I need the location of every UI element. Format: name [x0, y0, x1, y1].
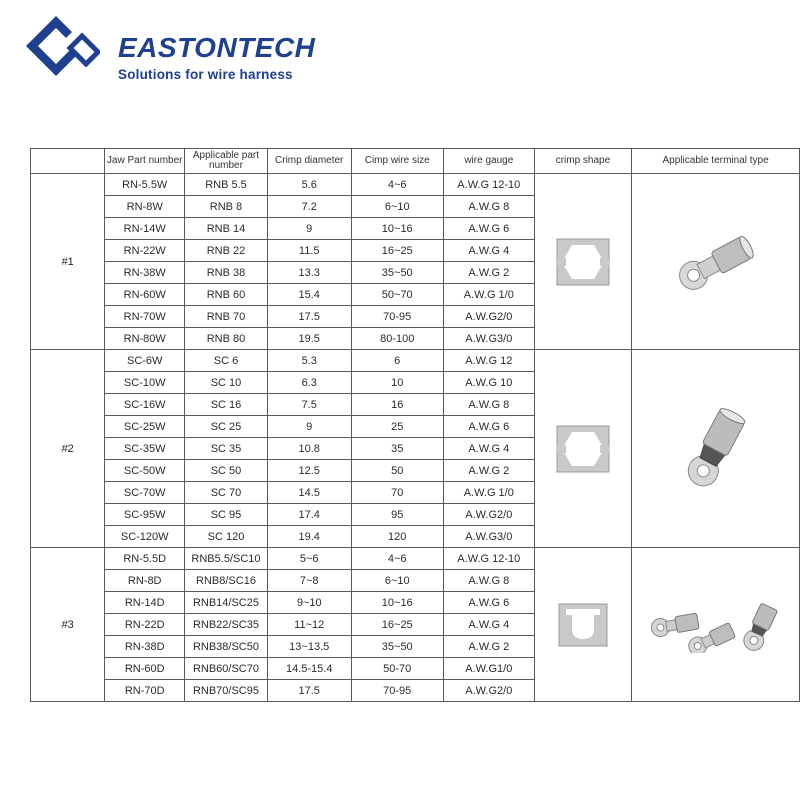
cell-wire-size: 6~10 — [351, 196, 443, 218]
cell-wire-size: 50-70 — [351, 658, 443, 680]
cell-wire-size: 35~50 — [351, 262, 443, 284]
cell-jaw-part: RN-14W — [105, 218, 185, 240]
cell-wire-size: 120 — [351, 526, 443, 548]
cell-wire-size: 10~16 — [351, 218, 443, 240]
cell-applicable-part: RNB 80 — [185, 328, 268, 350]
cell-wire-gauge: A.W.G1/0 — [443, 658, 534, 680]
cell-wire-size: 70 — [351, 482, 443, 504]
cell-wire-gauge: A.W.G3/0 — [443, 328, 534, 350]
u-indent-crimp-icon — [558, 603, 608, 647]
cell-applicable-part: RNB60/SC70 — [185, 658, 268, 680]
table-row — [31, 548, 800, 570]
cell-jaw-part: RN-60D — [105, 658, 185, 680]
cell-wire-size: 4~6 — [351, 174, 443, 196]
cell-wire-size: 6~10 — [351, 570, 443, 592]
cell-crimp-diameter: 6.3 — [267, 372, 351, 394]
cell-crimp-diameter: 14.5-15.4 — [267, 658, 351, 680]
cell-crimp-diameter: 9 — [267, 218, 351, 240]
copper-tube-lug-icon — [671, 402, 761, 492]
cell-jaw-part: SC-25W — [105, 416, 185, 438]
cell-jaw-part: RN-8W — [105, 196, 185, 218]
cell-crimp-diameter: 17.5 — [267, 680, 351, 702]
header-row — [31, 149, 800, 174]
cell-wire-gauge: A.W.G 2 — [443, 460, 534, 482]
crimp-shape-cell — [534, 548, 632, 702]
cell-crimp-diameter: 17.4 — [267, 504, 351, 526]
crimp-shape-cell — [534, 174, 632, 350]
cell-crimp-diameter: 7~8 — [267, 570, 351, 592]
cell-wire-size: 16 — [351, 394, 443, 416]
cell-jaw-part: SC-50W — [105, 460, 185, 482]
cell-applicable-part: RNB38/SC50 — [185, 636, 268, 658]
cell-crimp-diameter: 11.5 — [267, 240, 351, 262]
group-header — [31, 149, 105, 174]
cell-wire-gauge: A.W.G 6 — [443, 592, 534, 614]
cell-applicable-part: SC 120 — [185, 526, 268, 548]
cell-wire-size: 10~16 — [351, 592, 443, 614]
cell-wire-gauge: A.W.G 4 — [443, 614, 534, 636]
group-label: #3 — [31, 548, 105, 702]
cell-applicable-part: RNB 5.5 — [185, 174, 268, 196]
cell-crimp-diameter: 9~10 — [267, 592, 351, 614]
group-label: #1 — [31, 174, 105, 350]
cell-wire-size: 16~25 — [351, 240, 443, 262]
cell-jaw-part: SC-95W — [105, 504, 185, 526]
header-crimp-shape: crimp shape — [534, 149, 632, 174]
cell-jaw-part: RN-38D — [105, 636, 185, 658]
cell-crimp-diameter: 14.5 — [267, 482, 351, 504]
cell-jaw-part: RN-14D — [105, 592, 185, 614]
cell-wire-gauge: A.W.G 6 — [443, 416, 534, 438]
cell-crimp-diameter: 7.5 — [267, 394, 351, 416]
cell-wire-size: 10 — [351, 372, 443, 394]
cell-jaw-part: RN-8D — [105, 570, 185, 592]
cell-wire-gauge: A.W.G 12-10 — [443, 174, 534, 196]
cell-wire-size: 80-100 — [351, 328, 443, 350]
cell-wire-gauge: A.W.G 8 — [443, 196, 534, 218]
cell-wire-gauge: A.W.G 12-10 — [443, 548, 534, 570]
cell-applicable-part: RNB 14 — [185, 218, 268, 240]
cell-crimp-diameter: 9 — [267, 416, 351, 438]
cell-wire-gauge: A.W.G2/0 — [443, 306, 534, 328]
cell-jaw-part: RN-22W — [105, 240, 185, 262]
cell-crimp-diameter: 5.6 — [267, 174, 351, 196]
hexagon-crimp-icon — [556, 425, 610, 473]
cell-jaw-part: SC-10W — [105, 372, 185, 394]
cell-crimp-diameter: 13~13.5 — [267, 636, 351, 658]
cell-wire-size: 50 — [351, 460, 443, 482]
terminal-type-cell — [632, 350, 800, 548]
cell-crimp-diameter: 5.3 — [267, 350, 351, 372]
brand-mark-icon — [22, 12, 100, 80]
cell-applicable-part: RNB22/SC35 — [185, 614, 268, 636]
cell-wire-size: 4~6 — [351, 548, 443, 570]
header-wire-gauge: wire gauge — [443, 149, 534, 174]
cell-wire-gauge: A.W.G 8 — [443, 570, 534, 592]
cell-wire-gauge: A.W.G 1/0 — [443, 482, 534, 504]
cell-jaw-part: RN-70W — [105, 306, 185, 328]
cell-jaw-part: RN-80W — [105, 328, 185, 350]
crimp-shape-cell — [534, 350, 632, 548]
cell-wire-size: 35~50 — [351, 636, 443, 658]
cell-wire-size: 16~25 — [351, 614, 443, 636]
cell-wire-gauge: A.W.G 8 — [443, 394, 534, 416]
cell-applicable-part: RNB 70 — [185, 306, 268, 328]
cell-applicable-part: SC 70 — [185, 482, 268, 504]
cell-wire-gauge: A.W.G 2 — [443, 262, 534, 284]
cell-jaw-part: RN-5.5W — [105, 174, 185, 196]
cell-crimp-diameter: 19.5 — [267, 328, 351, 350]
cell-wire-size: 25 — [351, 416, 443, 438]
table-row — [31, 350, 800, 372]
terminal-type-cell — [632, 548, 800, 702]
cell-crimp-diameter: 10.8 — [267, 438, 351, 460]
cell-applicable-part: RNB8/SC16 — [185, 570, 268, 592]
cell-jaw-part: SC-6W — [105, 350, 185, 372]
terminal-type-cell — [632, 174, 800, 350]
cell-applicable-part: RNB 60 — [185, 284, 268, 306]
cell-wire-gauge: A.W.G3/0 — [443, 526, 534, 548]
cell-applicable-part: SC 16 — [185, 394, 268, 416]
cell-wire-size: 70-95 — [351, 680, 443, 702]
cell-crimp-diameter: 12.5 — [267, 460, 351, 482]
cell-crimp-diameter: 7.2 — [267, 196, 351, 218]
cell-applicable-part: RNB14/SC25 — [185, 592, 268, 614]
cell-wire-gauge: A.W.G 6 — [443, 218, 534, 240]
cell-wire-size: 70-95 — [351, 306, 443, 328]
cell-crimp-diameter: 5~6 — [267, 548, 351, 570]
cell-wire-size: 35 — [351, 438, 443, 460]
cell-jaw-part: SC-16W — [105, 394, 185, 416]
header-wire-size: Cimp wire size — [351, 149, 443, 174]
cell-applicable-part: RNB5.5/SC10 — [185, 548, 268, 570]
cell-applicable-part: SC 50 — [185, 460, 268, 482]
header-crimp-diameter: Crimp diameter — [267, 149, 351, 174]
cell-wire-gauge: A.W.G 4 — [443, 438, 534, 460]
cell-crimp-diameter: 17.5 — [267, 306, 351, 328]
cell-wire-size: 6 — [351, 350, 443, 372]
cell-applicable-part: SC 95 — [185, 504, 268, 526]
cell-applicable-part: SC 35 — [185, 438, 268, 460]
ring-terminal-icon — [671, 225, 761, 295]
brand-tagline: Solutions for wire harness — [118, 67, 293, 82]
cell-wire-gauge: A.W.G 12 — [443, 350, 534, 372]
cell-wire-gauge: A.W.G 1/0 — [443, 284, 534, 306]
cell-wire-gauge: A.W.G 10 — [443, 372, 534, 394]
cell-jaw-part: RN-22D — [105, 614, 185, 636]
mixed-terminals-icon — [646, 593, 786, 653]
cell-crimp-diameter: 13.3 — [267, 262, 351, 284]
cell-jaw-part: RN-70D — [105, 680, 185, 702]
cell-crimp-diameter: 19.4 — [267, 526, 351, 548]
cell-applicable-part: RNB 8 — [185, 196, 268, 218]
cell-applicable-part: RNB 38 — [185, 262, 268, 284]
cell-crimp-diameter: 11~12 — [267, 614, 351, 636]
cell-applicable-part: SC 6 — [185, 350, 268, 372]
cell-crimp-diameter: 15.4 — [267, 284, 351, 306]
cell-wire-gauge: A.W.G 4 — [443, 240, 534, 262]
cell-wire-gauge: A.W.G2/0 — [443, 504, 534, 526]
cell-jaw-part: RN-5.5D — [105, 548, 185, 570]
cell-wire-size: 95 — [351, 504, 443, 526]
cell-jaw-part: RN-60W — [105, 284, 185, 306]
hexagon-crimp-icon — [556, 238, 610, 286]
cell-applicable-part: SC 10 — [185, 372, 268, 394]
cell-wire-gauge: A.W.G 2 — [443, 636, 534, 658]
cell-jaw-part: SC-120W — [105, 526, 185, 548]
brand-name: EASTONTECH — [118, 32, 316, 63]
cell-jaw-part: RN-38W — [105, 262, 185, 284]
cell-jaw-part: SC-35W — [105, 438, 185, 460]
cell-applicable-part: RNB70/SC95 — [185, 680, 268, 702]
header-applicable-part: Applicable part number — [185, 149, 268, 174]
header-terminal-type: Applicable terminal type — [632, 149, 800, 174]
cell-wire-size: 50~70 — [351, 284, 443, 306]
cell-applicable-part: SC 25 — [185, 416, 268, 438]
brand-logo — [22, 12, 316, 82]
cell-applicable-part: RNB 22 — [185, 240, 268, 262]
cell-wire-gauge: A.W.G2/0 — [443, 680, 534, 702]
spec-table — [30, 148, 800, 702]
header-jaw-part: Jaw Part number — [105, 149, 185, 174]
cell-jaw-part: SC-70W — [105, 482, 185, 504]
table-row — [31, 174, 800, 196]
group-label: #2 — [31, 350, 105, 548]
